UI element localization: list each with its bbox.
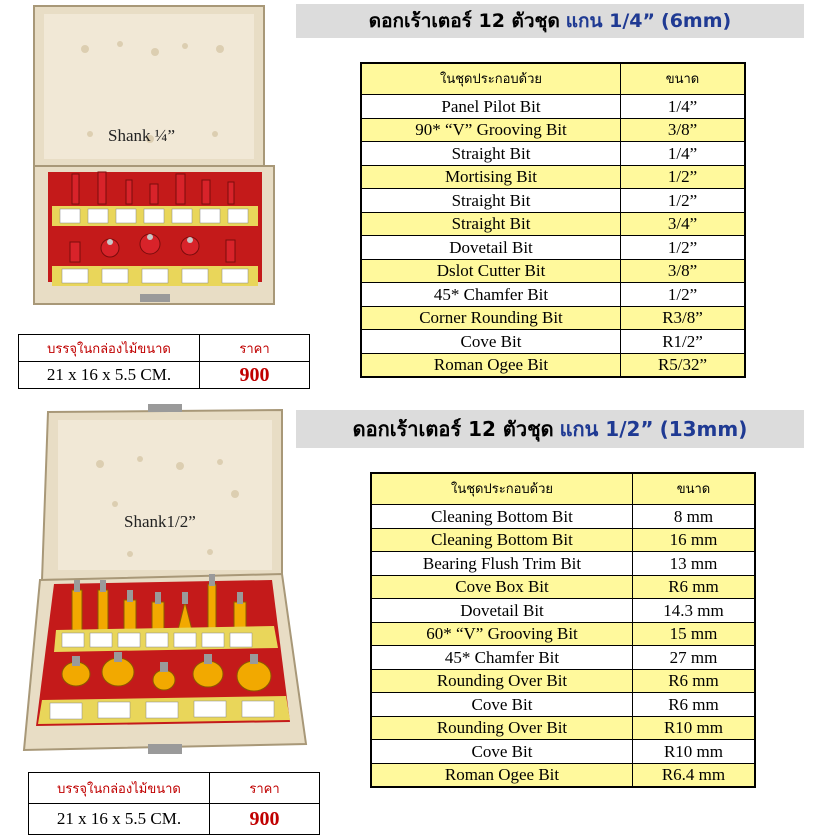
set2-spec-table: [370, 472, 756, 788]
bit-size: R6 mm: [633, 669, 756, 693]
bit-name: Dovetail Bit: [371, 599, 633, 623]
bit-name: Panel Pilot Bit: [361, 95, 621, 119]
bit-size: 14.3 mm: [633, 599, 756, 623]
set2-header-size: ขนาด: [633, 473, 756, 505]
bit-size: 3/4”: [621, 212, 746, 236]
set1-title: [296, 4, 804, 38]
table-row: [361, 95, 745, 119]
set2-table-header: [371, 473, 755, 505]
table-row: [371, 693, 755, 717]
table-row: [371, 646, 755, 670]
bit-name: Cleaning Bottom Bit: [371, 528, 633, 552]
table-row: [371, 505, 755, 529]
bit-size: 1/2”: [621, 283, 746, 307]
set2-header-contents: ในชุดประกอบด้วย: [371, 473, 633, 505]
bit-name: Dovetail Bit: [361, 236, 621, 260]
bit-size: R10 mm: [633, 716, 756, 740]
bit-size: 8 mm: [633, 505, 756, 529]
set1-table-header: [361, 63, 745, 95]
bit-size: 13 mm: [633, 552, 756, 576]
table-row: [371, 552, 755, 576]
table-row: [371, 599, 755, 623]
bit-name: Cove Bit: [371, 740, 633, 764]
set1-box-size: 21 x 16 x 5.5 CM.: [19, 362, 200, 389]
bit-size: 15 mm: [633, 622, 756, 646]
set2-price-value: 900: [210, 804, 320, 835]
bit-size: 1/4”: [621, 142, 746, 166]
bit-name: Rounding Over Bit: [371, 669, 633, 693]
set2-box-label: บรรจุในกล่องไม้ขนาด: [29, 773, 210, 804]
table-row: [361, 165, 745, 189]
set1-header-contents: ในชุดประกอบด้วย: [361, 63, 621, 95]
set1-shank-label: Shank ¼”: [108, 126, 176, 145]
bit-name: Cove Bit: [371, 693, 633, 717]
table-row: [371, 575, 755, 599]
bit-name: 60* “V” Grooving Bit: [371, 622, 633, 646]
bit-size: R6.4 mm: [633, 763, 756, 787]
table-row: [361, 118, 745, 142]
table-row: [361, 353, 745, 377]
set1-title-main: ดอกเร้าเตอร์ 12 ตัวชุด: [368, 10, 560, 32]
bit-size: 1/2”: [621, 236, 746, 260]
set1-price-value: 900: [200, 362, 310, 389]
bit-name: 45* Chamfer Bit: [361, 283, 621, 307]
table-row: [371, 716, 755, 740]
bit-name: Cleaning Bottom Bit: [371, 505, 633, 529]
bit-name: Straight Bit: [361, 212, 621, 236]
bit-name: Straight Bit: [361, 142, 621, 166]
set2-price-label: ราคา: [210, 773, 320, 804]
bit-size: 3/8”: [621, 118, 746, 142]
set2-router-bit-box-image: [20, 404, 310, 768]
table-row: [371, 622, 755, 646]
bit-name: Dslot Cutter Bit: [361, 259, 621, 283]
set1-title-highlight: แกน 1/4”: [565, 10, 656, 32]
bit-size: 16 mm: [633, 528, 756, 552]
set1-price-label: ราคา: [200, 335, 310, 362]
table-row: [361, 330, 745, 354]
table-row: [371, 763, 755, 787]
bit-name: Mortising Bit: [361, 165, 621, 189]
table-row: [371, 740, 755, 764]
set2-price-table: [28, 772, 320, 835]
set1-box-label: บรรจุในกล่องไม้ขนาด: [19, 335, 200, 362]
bit-name: Straight Bit: [361, 189, 621, 213]
bit-name: Roman Ogee Bit: [361, 353, 621, 377]
table-row: [361, 259, 745, 283]
set1-router-bit-box-image: [30, 4, 282, 314]
bit-size: 1/2”: [621, 189, 746, 213]
table-row: [361, 212, 745, 236]
bit-name: Cove Box Bit: [371, 575, 633, 599]
bit-size: 1/2”: [621, 165, 746, 189]
bit-size: R3/8”: [621, 306, 746, 330]
set2-shank-label: Shank1/2”: [124, 512, 196, 531]
bit-size: R5/32”: [621, 353, 746, 377]
set1-title-suffix: (6mm): [661, 10, 732, 32]
bit-size: 3/8”: [621, 259, 746, 283]
set2-title-highlight: แกน 1/2”: [559, 417, 654, 441]
set2-title: [296, 410, 804, 448]
table-row: [361, 283, 745, 307]
bit-name: Bearing Flush Trim Bit: [371, 552, 633, 576]
bit-size: R6 mm: [633, 575, 756, 599]
bit-size: R10 mm: [633, 740, 756, 764]
table-row: [361, 306, 745, 330]
set1-price-table: [18, 334, 310, 389]
table-row: [361, 236, 745, 260]
table-row: [361, 142, 745, 166]
table-row: [371, 669, 755, 693]
set2-box-size: 21 x 16 x 5.5 CM.: [29, 804, 210, 835]
bit-size: R6 mm: [633, 693, 756, 717]
set1-header-size: ขนาด: [621, 63, 746, 95]
bit-name: 45* Chamfer Bit: [371, 646, 633, 670]
bit-size: R1/2”: [621, 330, 746, 354]
set2-title-main: ดอกเร้าเตอร์ 12 ตัวชุด: [352, 417, 554, 441]
bit-name: Roman Ogee Bit: [371, 763, 633, 787]
bit-name: Cove Bit: [361, 330, 621, 354]
bit-name: Rounding Over Bit: [371, 716, 633, 740]
set2-title-suffix: (13mm): [659, 417, 748, 441]
bit-size: 27 mm: [633, 646, 756, 670]
set1-spec-table: [360, 62, 746, 378]
table-row: [361, 189, 745, 213]
bit-name: 90* “V” Grooving Bit: [361, 118, 621, 142]
bit-size: 1/4”: [621, 95, 746, 119]
table-row: [371, 528, 755, 552]
bit-name: Corner Rounding Bit: [361, 306, 621, 330]
